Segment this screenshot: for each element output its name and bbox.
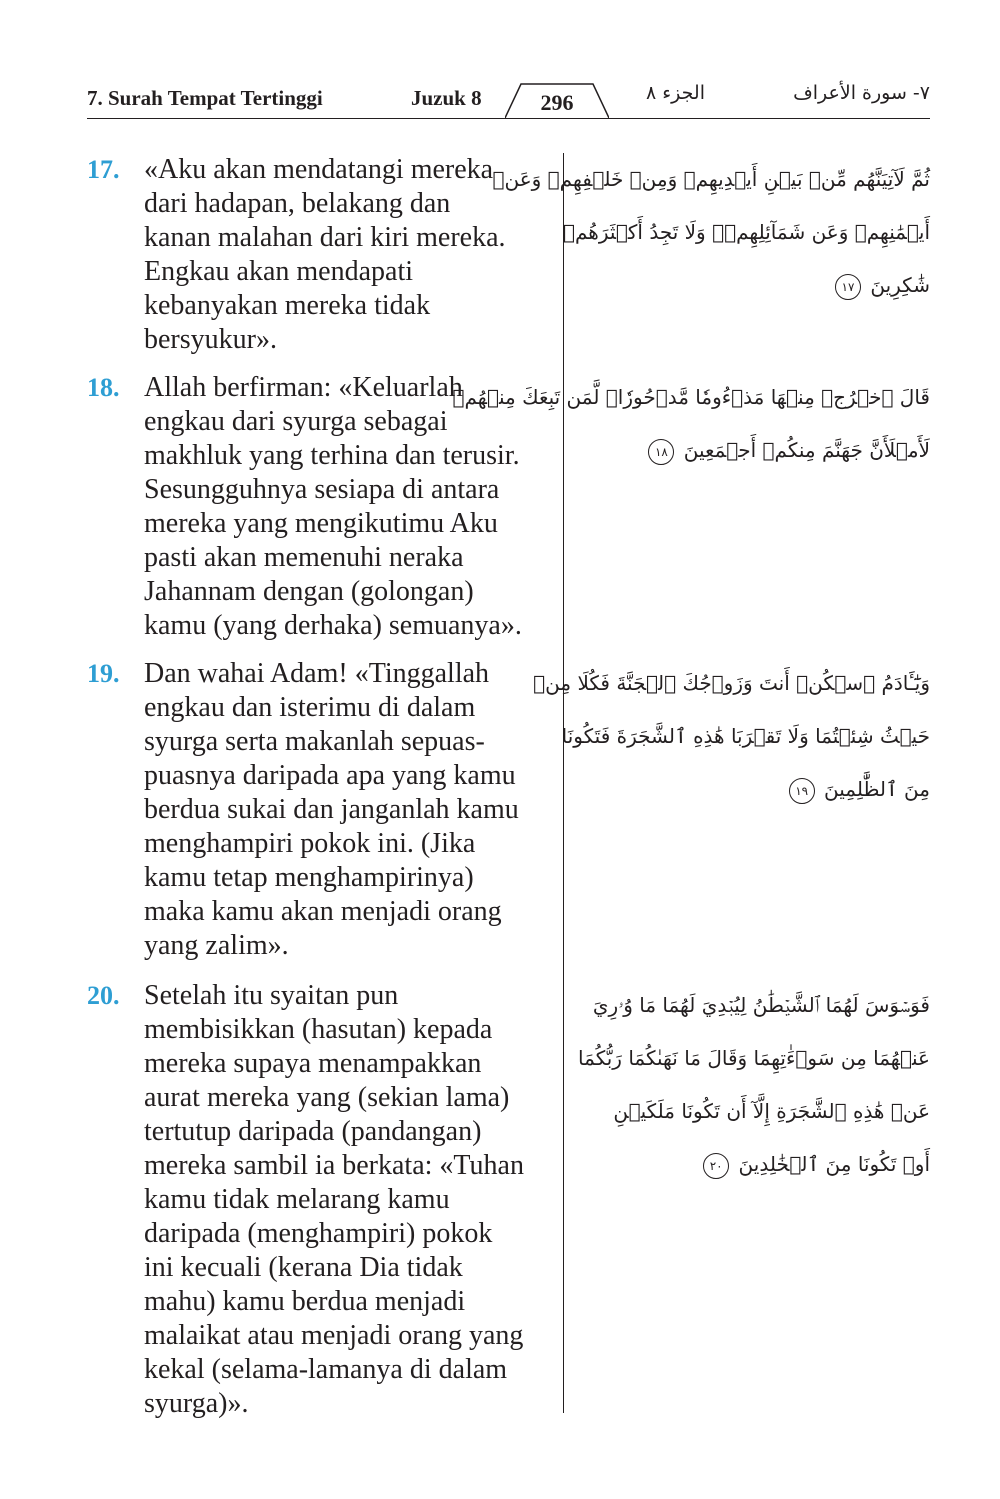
translation-line: kamu (yang derhaka) semuanya». <box>144 610 522 641</box>
translation-line: mereka supaya menampakkan <box>144 1048 482 1079</box>
verse-arabic <box>578 979 930 1191</box>
verse-arabic <box>533 657 930 816</box>
verse-number: 20. <box>87 981 120 1010</box>
translation-line: yang zalim». <box>144 930 289 961</box>
ayah-end-marker: ١٨ <box>648 439 674 465</box>
translation-line: daripada (menghampiri) pokok <box>144 1218 493 1249</box>
verse-number: 19. <box>87 659 120 688</box>
arabic-line: ثُمَّ لَآتِيَنَّهُم مِّنۢ بَيۡنِ أَيۡدِيهِمۡ وَمِنۡ خَلۡفِهِمۡ وَعَنۡ <box>492 167 930 191</box>
verse-number: 18. <box>87 373 120 402</box>
translation-line: kamu tetap menghampirinya) <box>144 862 474 893</box>
verse-arabic <box>492 153 930 312</box>
page-header <box>87 84 930 120</box>
arabic-line: مِنَ ٱلظَّٰلِمِينَ <box>824 777 930 801</box>
arabic-line: لَأَمۡلَأَنَّ جَهَنَّمَ مِنكُمۡ أَجۡمَعِينَ <box>683 438 930 462</box>
juzuk-label-malay: Juzuk 8 <box>411 86 482 110</box>
translation-line: aurat mereka yang (sekian lama) <box>144 1082 510 1113</box>
translation-line: tertutup daripada (pandangan) <box>144 1116 482 1147</box>
verse-number: 17. <box>87 155 120 184</box>
translation-line: syurga)». <box>144 1388 249 1419</box>
translation-line: «Aku akan mendatangi mereka <box>144 154 494 185</box>
ayah-end-marker: ٢٠ <box>703 1153 729 1179</box>
translation-line: kanan malahan dari kiri mereka. <box>144 222 506 253</box>
translation-line: dari hadapan, belakang dan <box>144 188 451 219</box>
translation-line: Jahannam dengan (golongan) <box>144 576 474 607</box>
translation-line: menghampiri pokok ini. (Jika <box>144 828 476 859</box>
translation-line: engkau dan isterimu di dalam <box>144 692 476 723</box>
arabic-line: أَوۡ تَكُونَا مِنَ ٱلۡخَٰلِدِينَ <box>738 1152 930 1176</box>
translation-line: mahu) kamu berdua menjadi <box>144 1286 466 1317</box>
arabic-line: حَيۡثُ شِئۡتُمَا وَلَا تَقۡرَبَا هَٰذِهِ ٱلشَّجَرَةَ فَتَكُونَا <box>561 724 930 748</box>
verse-arabic <box>452 371 930 477</box>
arabic-line: عَنۡهُمَا مِن سَوۡءَٰتِهِمَا وَقَالَ مَا نَهَىٰكُمَا رَبُّكُمَا <box>578 1046 930 1070</box>
arabic-line: عَنۡ هَٰذِهِ ٱلشَّجَرَةِ إِلَّآ أَن تَكُونَا مَلَكَيۡنِ <box>613 1099 930 1123</box>
ayah-end-marker: ١٧ <box>835 274 861 300</box>
translation-line: kamu tidak melarang kamu <box>144 1184 450 1215</box>
arabic-line-last <box>600 259 930 312</box>
translation-line: maka kamu akan menjadi orang <box>144 896 502 927</box>
translation-line: mereka sambil ia berkata: «Tuhan <box>144 1150 524 1181</box>
arabic-line-last <box>600 424 930 477</box>
arabic-line: قَالَ ٱخۡرُجۡ مِنۡهَا مَذۡءُومٗا مَّدۡحُورٗاۖ لَّمَن تَبِعَكَ مِنۡهُمۡ <box>452 385 930 409</box>
arabic-line: أَيۡمَٰنِهِمۡ وَعَن شَمَآئِلِهِمۡۖ وَلَا تَجِدُ أَكۡثَرَهُمۡ <box>562 220 930 244</box>
verse-translation <box>144 979 564 1421</box>
arabic-line: شَٰكِرِينَ <box>870 273 930 297</box>
page-number-tab <box>505 78 609 118</box>
arabic-line-last <box>600 763 930 816</box>
translation-line: Sesungguhnya sesiapa di antara <box>144 474 500 505</box>
translation-line: syurga serta makanlah sepuas- <box>144 726 485 757</box>
translation-line: kebanyakan mereka tidak <box>144 290 431 321</box>
translation-line: berdua sukai dan janganlah kamu <box>144 794 519 825</box>
arabic-line: فَوَسۡوَسَ لَهُمَا ٱلشَّيۡطَٰنُ لِيُبۡدِيَ لَهُمَا مَا وُۥرِيَ <box>592 993 930 1017</box>
verse-translation <box>144 657 564 963</box>
page-number: 296 <box>540 90 574 115</box>
translation-line: Allah berfirman: «Keluarlah <box>144 372 463 403</box>
translation-line: bersyukur». <box>144 324 277 355</box>
arabic-line: وَيَٰٓـَٔادَمُ ٱسۡكُنۡ أَنتَ وَزَوۡجُكَ ٱلۡجَنَّةَ فَكُلَا مِنۡ <box>533 671 930 695</box>
translation-line: makhluk yang terhina dan terusir. <box>144 440 520 471</box>
translation-line: puasnya daripada apa yang kamu <box>144 760 516 791</box>
translation-line: membisikkan (hasutan) kepada <box>144 1014 493 1045</box>
juz-label-arabic: الجزء ٨ <box>645 82 705 104</box>
translation-line: kekal (selama-lamanya di dalam <box>144 1354 508 1385</box>
arabic-line-last <box>600 1138 930 1191</box>
ayah-end-marker: ١٩ <box>789 778 815 804</box>
translation-line: malaikat atau menjadi orang yang <box>144 1320 524 1351</box>
translation-line: Setelah itu syaitan pun <box>144 980 399 1011</box>
surah-title-arabic: ٧- سورة الأعراف <box>793 82 930 104</box>
translation-line: Dan wahai Adam! «Tinggallah <box>144 658 490 689</box>
translation-line: ini kecuali (kerana Dia tidak <box>144 1252 463 1283</box>
translation-line: mereka yang mengikutimu Aku <box>144 508 498 539</box>
translation-line: pasti akan memenuhi neraka <box>144 542 464 573</box>
translation-line: Engkau akan mendapati <box>144 256 414 287</box>
translation-line: engkau dari syurga sebagai <box>144 406 448 437</box>
header-rule <box>87 118 930 119</box>
surah-title-malay: 7. Surah Tempat Tertinggi <box>87 86 323 110</box>
